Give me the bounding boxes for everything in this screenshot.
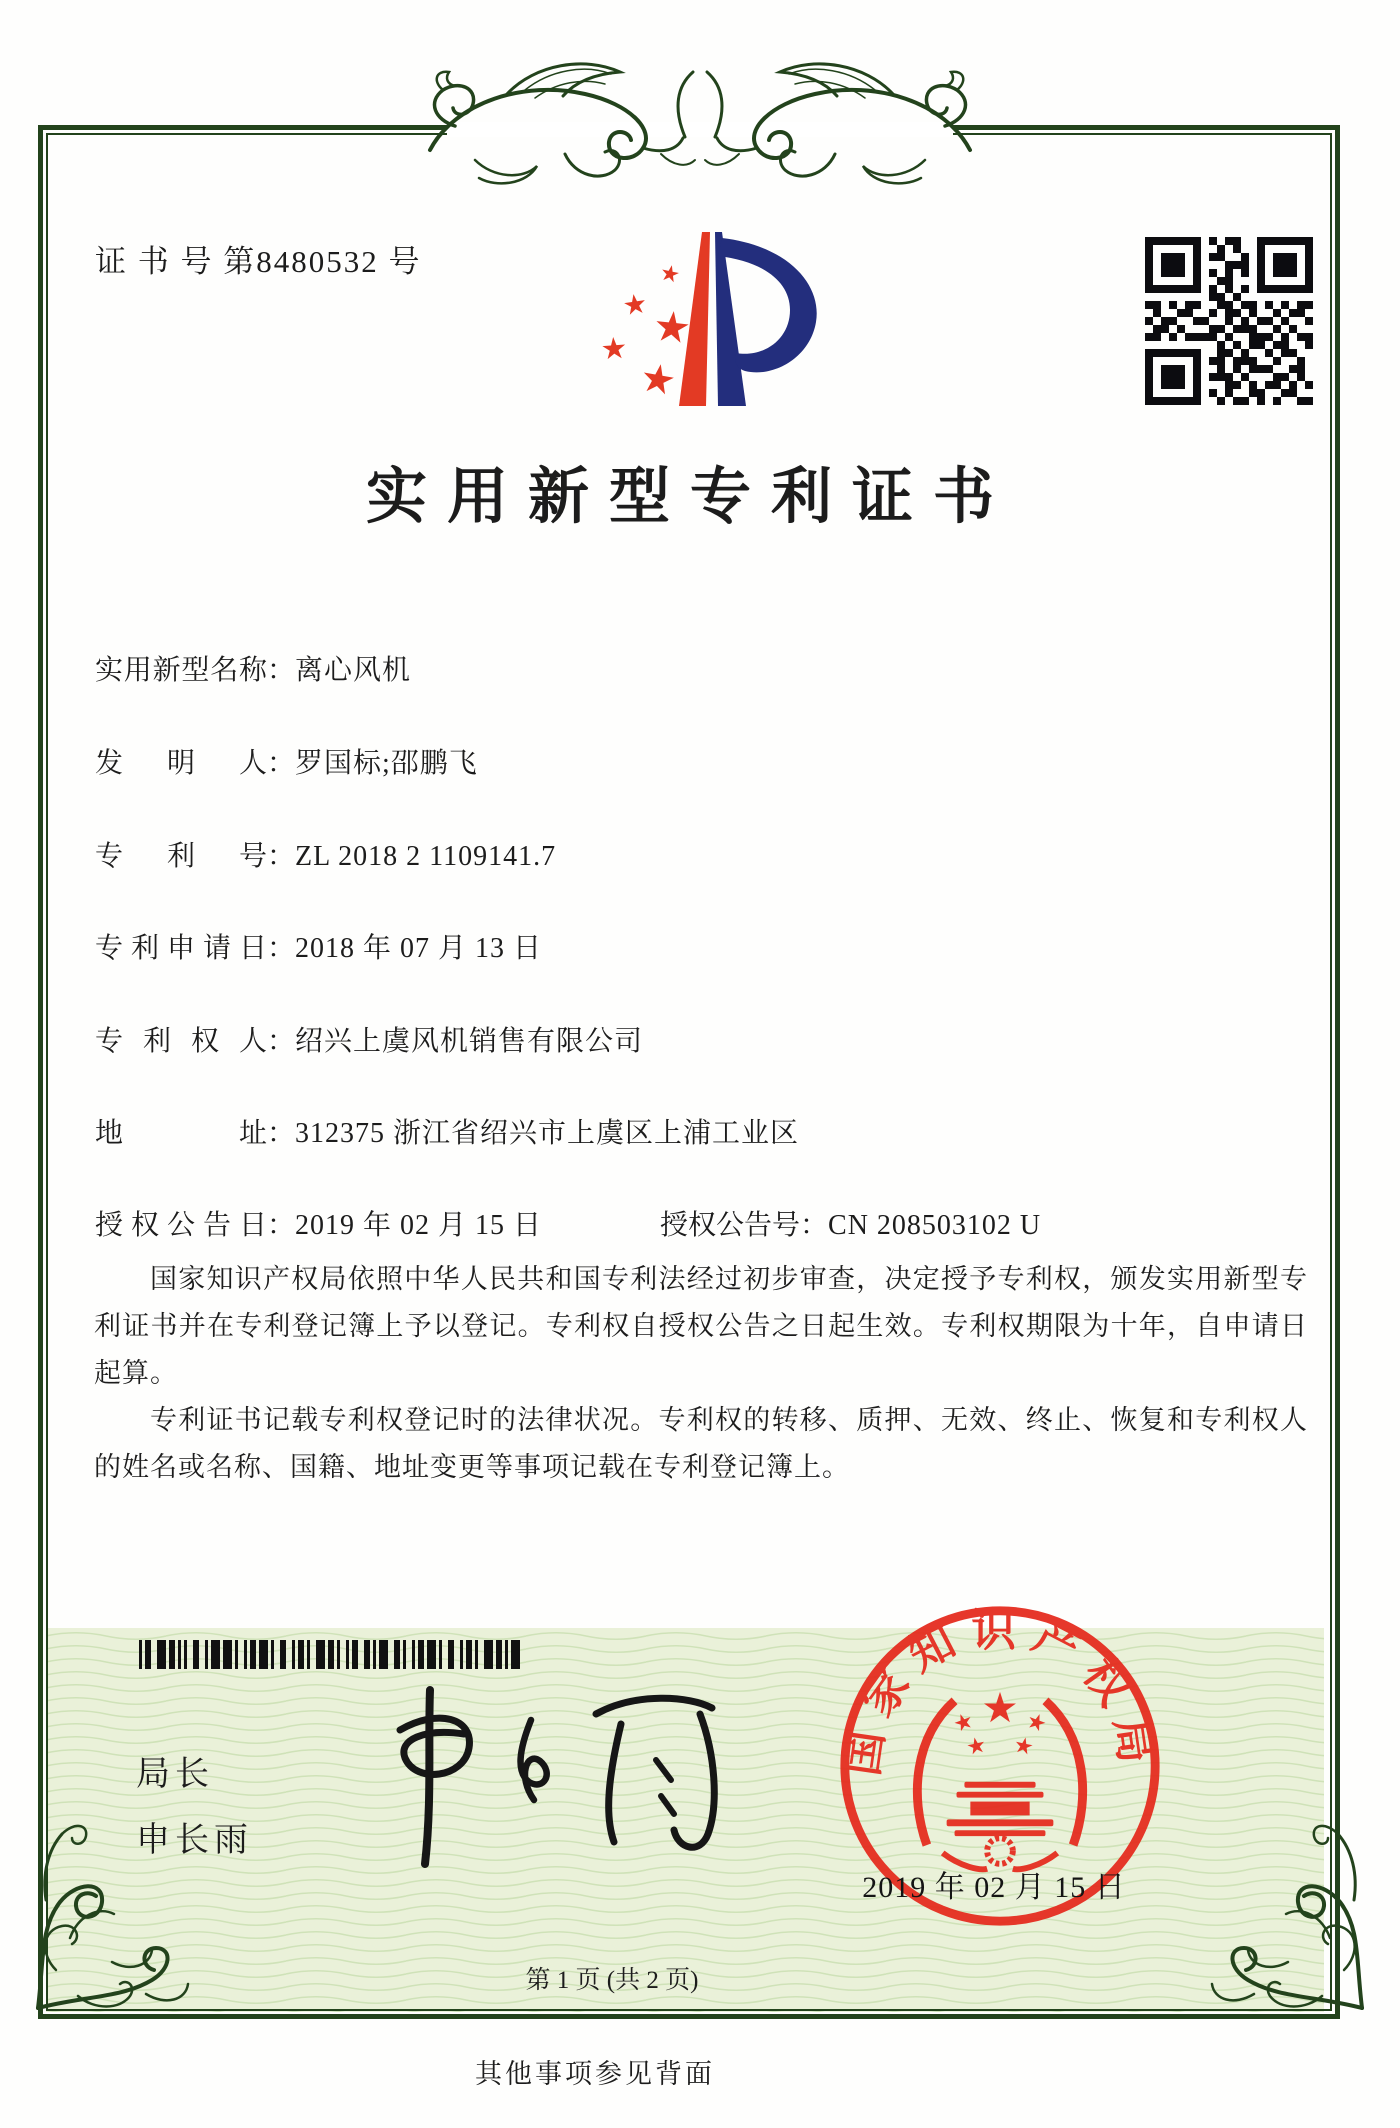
field-label: 实用新型名称 — [95, 655, 267, 686]
field-row-patent-number — [95, 834, 556, 874]
field-value: 罗国标;邵鹏飞 — [295, 748, 478, 779]
field-value: 2019 年 02 月 15 日 — [295, 1210, 543, 1241]
body-paragraph-1: 国家知识产权局依照中华人民共和国专利法经过初步审查，决定授予专利权，颁发实用新型专利证书并在专利登记簿上予以登记。专利权自授权公告之日起生效。专利权期限为十年，自申请日起算。 — [94, 1264, 1308, 1388]
national-emblem — [947, 1692, 1054, 1836]
certificate-title: 实用新型专利证书 — [365, 464, 1014, 531]
grant-publication-number — [660, 1203, 1041, 1243]
cnipa-patent-logo — [552, 198, 852, 448]
top-dragon-ornament — [415, 42, 985, 212]
field-value: 2018 年 07 月 13 日 — [295, 933, 543, 964]
field-colon: ： — [267, 655, 296, 686]
seal-text: 国家知识产权局 — [836, 1605, 1164, 1779]
field-row-filing-date — [95, 926, 542, 966]
field-label: 专利申请日 — [95, 933, 267, 964]
field-value: 离心风机 — [295, 655, 412, 686]
field-label: 发明人 — [95, 748, 267, 779]
field-colon: ： — [267, 933, 296, 964]
commissioner-signature — [368, 1652, 748, 1887]
certificate-number: 证 书 号 第8480532 号 — [95, 244, 422, 279]
field-value: ZL 2018 2 1109141.7 — [295, 841, 557, 872]
field-label: 授权公告号 — [660, 1210, 801, 1241]
body-paragraph-2: 专利证书记载专利权登记时的法律状况。专利权的转移、质押、无效、终止、恢复和专利权人的姓名或名称、国籍、地址变更等事项记载在专利登记簿上。 — [94, 1405, 1308, 1482]
seal-date: 2019 年 02 月 15 日 — [862, 1871, 1126, 1904]
field-label: 授权公告日 — [95, 1210, 267, 1241]
field-row-grant-date — [95, 1203, 1042, 1243]
field-colon: ： — [267, 841, 296, 872]
officer-block — [136, 1742, 253, 1874]
field-row-name — [95, 648, 411, 688]
field-row-address — [95, 1111, 799, 1151]
pagination: 第 1 页 (共 2 页) — [525, 1967, 699, 1994]
field-colon: ： — [267, 1118, 296, 1149]
field-label: 地址 — [95, 1118, 267, 1149]
field-row-patentee — [95, 1019, 643, 1059]
logo-stars — [602, 263, 690, 395]
corner-flourish-bottom-right — [1164, 1810, 1374, 2020]
legal-text — [94, 1256, 1308, 1491]
field-colon: ： — [267, 748, 296, 779]
qr-code — [1145, 237, 1313, 405]
field-row-inventor — [95, 741, 478, 781]
officer-name: 申长雨 — [136, 1822, 253, 1859]
officer-title: 局长 — [136, 1756, 214, 1793]
field-colon: ： — [267, 1210, 296, 1241]
field-colon: ： — [267, 1026, 296, 1057]
back-note: 其他事项参见背面 — [475, 2059, 715, 2089]
field-label: 专利权人 — [95, 1026, 267, 1057]
field-value: 312375 浙江省绍兴市上虞区上浦工业区 — [295, 1118, 800, 1149]
field-value: 绍兴上虞风机销售有限公司 — [295, 1026, 644, 1057]
logo-red-wedge — [679, 232, 710, 406]
field-label: 专利号 — [95, 841, 267, 872]
field-colon: ： — [800, 1210, 829, 1241]
field-value: CN 208503102 U — [828, 1210, 1042, 1241]
